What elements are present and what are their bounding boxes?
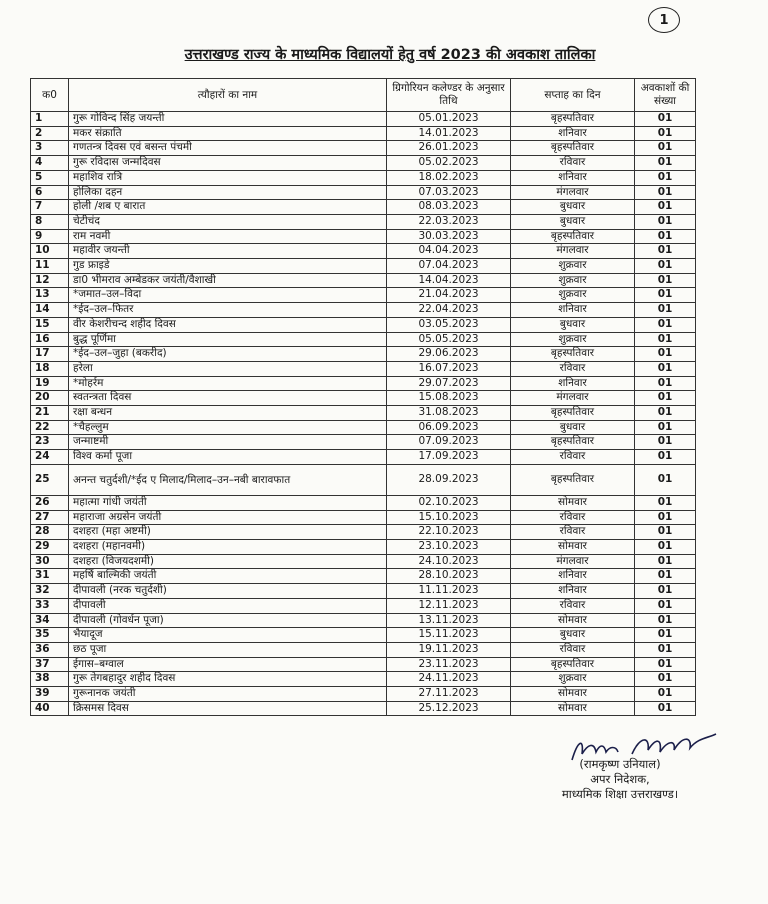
row-weekday: शनिवार: [511, 584, 635, 599]
row-date: 27.11.2023: [387, 687, 511, 702]
row-festival-name: गुरू रविदास जन्मदिवस: [69, 156, 387, 171]
row-festival-name: जन्माष्टमी: [69, 435, 387, 450]
row-festival-name: छठ पूजा: [69, 642, 387, 657]
header-day: सप्ताह का दिन: [511, 79, 635, 112]
row-sn: 34: [31, 613, 69, 628]
row-holiday-count: 01: [635, 391, 696, 406]
row-festival-name: महर्षि बाल्मिकी जयंती: [69, 569, 387, 584]
row-date: 12.11.2023: [387, 598, 511, 613]
header-sn: क0: [31, 79, 69, 112]
row-sn: 39: [31, 687, 69, 702]
row-festival-name: मकर संक्राति: [69, 126, 387, 141]
row-date: 21.04.2023: [387, 288, 511, 303]
row-holiday-count: 01: [635, 420, 696, 435]
row-festival-name: दशहरा (महा अष्टमी): [69, 525, 387, 540]
row-weekday: बृहस्पतिवार: [511, 464, 635, 495]
table-row: [31, 156, 696, 171]
row-weekday: बुधवार: [511, 200, 635, 215]
row-sn: 20: [31, 391, 69, 406]
row-holiday-count: 01: [635, 156, 696, 171]
row-date: 08.03.2023: [387, 200, 511, 215]
row-weekday: बृहस्पतिवार: [511, 406, 635, 421]
row-date: 22.10.2023: [387, 525, 511, 540]
row-sn: 9: [31, 229, 69, 244]
row-festival-name: वीर केशरीचन्द शहीद दिवस: [69, 317, 387, 332]
table-row: [31, 450, 696, 465]
row-sn: 31: [31, 569, 69, 584]
table-row: [31, 701, 696, 716]
row-weekday: रविवार: [511, 642, 635, 657]
row-date: 23.11.2023: [387, 657, 511, 672]
row-date: 26.01.2023: [387, 141, 511, 156]
row-date: 23.10.2023: [387, 539, 511, 554]
row-sn: 26: [31, 495, 69, 510]
row-date: 15.10.2023: [387, 510, 511, 525]
row-weekday: सोमवार: [511, 687, 635, 702]
row-festival-name: स्वतन्त्रता दिवस: [69, 391, 387, 406]
row-holiday-count: 01: [635, 288, 696, 303]
table-row: [31, 687, 696, 702]
row-holiday-count: 01: [635, 450, 696, 465]
row-date: 29.06.2023: [387, 347, 511, 362]
row-festival-name: हरेला: [69, 361, 387, 376]
row-weekday: शनिवार: [511, 170, 635, 185]
row-sn: 5: [31, 170, 69, 185]
row-date: 31.08.2023: [387, 406, 511, 421]
row-festival-name: होलिका दहन: [69, 185, 387, 200]
row-holiday-count: 01: [635, 273, 696, 288]
row-sn: 40: [31, 701, 69, 716]
row-festival-name: भैयादूज: [69, 628, 387, 643]
row-festival-name: महाराजा अग्रसेन जयंती: [69, 510, 387, 525]
row-date: 15.08.2023: [387, 391, 511, 406]
row-weekday: मंगलवार: [511, 244, 635, 259]
row-weekday: मंगलवार: [511, 185, 635, 200]
row-weekday: सोमवार: [511, 613, 635, 628]
table-row: [31, 672, 696, 687]
row-weekday: बुधवार: [511, 420, 635, 435]
row-festival-name: होली /शब ए बारात: [69, 200, 387, 215]
row-holiday-count: 01: [635, 229, 696, 244]
row-festival-name: गुरू तेगबहादुर शहीद दिवस: [69, 672, 387, 687]
row-weekday: सोमवार: [511, 539, 635, 554]
row-date: 25.12.2023: [387, 701, 511, 716]
row-weekday: शनिवार: [511, 376, 635, 391]
table-row: [31, 391, 696, 406]
row-holiday-count: 01: [635, 214, 696, 229]
row-weekday: बृहस्पतिवार: [511, 229, 635, 244]
row-festival-name: ईगास–बग्वाल: [69, 657, 387, 672]
row-date: 17.09.2023: [387, 450, 511, 465]
row-festival-name: *जमात–उल–विदा: [69, 288, 387, 303]
row-weekday: रविवार: [511, 156, 635, 171]
row-festival-name: दशहरा (महानवमी): [69, 539, 387, 554]
row-date: 05.01.2023: [387, 112, 511, 127]
row-sn: 22: [31, 420, 69, 435]
row-holiday-count: 01: [635, 332, 696, 347]
table-row: [31, 657, 696, 672]
table-row: [31, 613, 696, 628]
row-holiday-count: 01: [635, 406, 696, 421]
row-holiday-count: 01: [635, 303, 696, 318]
header-name: त्यौहारों का नाम: [69, 79, 387, 112]
row-weekday: रविवार: [511, 510, 635, 525]
row-festival-name: *ईद–उल–जुहा (बकरीद): [69, 347, 387, 362]
row-festival-name: गुरूनानक जयंती: [69, 687, 387, 702]
row-holiday-count: 01: [635, 464, 696, 495]
row-festival-name: दीपावली: [69, 598, 387, 613]
row-festival-name: डा0 भीमराव अम्बेडकर जयंती/वैशाखी: [69, 273, 387, 288]
row-weekday: सोमवार: [511, 701, 635, 716]
signatory-designation: अपर निदेशक,: [590, 772, 650, 786]
row-date: 22.03.2023: [387, 214, 511, 229]
row-weekday: शनिवार: [511, 126, 635, 141]
row-festival-name: महावीर जयन्ती: [69, 244, 387, 259]
row-sn: 16: [31, 332, 69, 347]
table-row: [31, 244, 696, 259]
table-row: [31, 229, 696, 244]
row-holiday-count: 01: [635, 170, 696, 185]
row-sn: 6: [31, 185, 69, 200]
row-weekday: बृहस्पतिवार: [511, 435, 635, 450]
row-festival-name: *चैहल्लुम: [69, 420, 387, 435]
row-weekday: रविवार: [511, 598, 635, 613]
row-sn: 32: [31, 584, 69, 599]
header-count: अवकाशों की संख्या: [635, 79, 696, 112]
table-row: [31, 288, 696, 303]
table-row: [31, 376, 696, 391]
row-sn: 25: [31, 464, 69, 495]
row-date: 06.09.2023: [387, 420, 511, 435]
row-weekday: बृहस्पतिवार: [511, 347, 635, 362]
table-row: [31, 510, 696, 525]
row-festival-name: रक्षा बन्धन: [69, 406, 387, 421]
row-sn: 30: [31, 554, 69, 569]
row-sn: 28: [31, 525, 69, 540]
row-holiday-count: 01: [635, 126, 696, 141]
row-sn: 14: [31, 303, 69, 318]
holiday-table: [30, 78, 696, 716]
row-date: 18.02.2023: [387, 170, 511, 185]
table-row: [31, 554, 696, 569]
row-sn: 12: [31, 273, 69, 288]
row-holiday-count: 01: [635, 672, 696, 687]
table-header-row: [31, 79, 696, 112]
row-holiday-count: 01: [635, 613, 696, 628]
row-holiday-count: 01: [635, 259, 696, 274]
row-festival-name: अनन्त चतुर्दशी/*ईद ए मिलाद/मिलाद–उन–नबी बारावफात: [69, 464, 387, 495]
row-festival-name: महाशिव रात्रि: [69, 170, 387, 185]
table-row: [31, 214, 696, 229]
row-holiday-count: 01: [635, 376, 696, 391]
row-sn: 35: [31, 628, 69, 643]
row-date: 15.11.2023: [387, 628, 511, 643]
row-sn: 7: [31, 200, 69, 215]
table-row: [31, 628, 696, 643]
row-sn: 38: [31, 672, 69, 687]
row-date: 24.11.2023: [387, 672, 511, 687]
row-festival-name: दशहरा (विजयदशमी): [69, 554, 387, 569]
row-date: 14.04.2023: [387, 273, 511, 288]
table-row: [31, 273, 696, 288]
row-holiday-count: 01: [635, 200, 696, 215]
row-festival-name: दीपावली (गोवर्धन पूजा): [69, 613, 387, 628]
row-date: 29.07.2023: [387, 376, 511, 391]
row-weekday: शनिवार: [511, 303, 635, 318]
row-sn: 21: [31, 406, 69, 421]
table-row: [31, 435, 696, 450]
row-holiday-count: 01: [635, 495, 696, 510]
table-body: [31, 112, 696, 716]
row-weekday: बुधवार: [511, 317, 635, 332]
row-holiday-count: 01: [635, 687, 696, 702]
row-date: 07.04.2023: [387, 259, 511, 274]
row-holiday-count: 01: [635, 141, 696, 156]
table-row: [31, 112, 696, 127]
row-festival-name: राम नवमी: [69, 229, 387, 244]
row-date: 04.04.2023: [387, 244, 511, 259]
row-holiday-count: 01: [635, 539, 696, 554]
row-sn: 15: [31, 317, 69, 332]
row-weekday: बुधवार: [511, 214, 635, 229]
row-sn: 27: [31, 510, 69, 525]
table-row: [31, 569, 696, 584]
row-weekday: बृहस्पतिवार: [511, 657, 635, 672]
row-holiday-count: 01: [635, 657, 696, 672]
table-row: [31, 584, 696, 599]
table-row: [31, 495, 696, 510]
row-date: 16.07.2023: [387, 361, 511, 376]
table-row: [31, 347, 696, 362]
row-holiday-count: 01: [635, 598, 696, 613]
row-sn: 2: [31, 126, 69, 141]
row-holiday-count: 01: [635, 642, 696, 657]
table-row: [31, 141, 696, 156]
row-date: 13.11.2023: [387, 613, 511, 628]
row-sn: 17: [31, 347, 69, 362]
table-row: [31, 642, 696, 657]
table-row: [31, 525, 696, 540]
row-weekday: शुक्रवार: [511, 259, 635, 274]
row-festival-name: चेटीचंद: [69, 214, 387, 229]
row-date: 05.05.2023: [387, 332, 511, 347]
row-sn: 37: [31, 657, 69, 672]
row-date: 02.10.2023: [387, 495, 511, 510]
row-festival-name: *मोहर्रम: [69, 376, 387, 391]
row-festival-name: गुरू गोविन्द सिंह जयन्ती: [69, 112, 387, 127]
row-weekday: सोमवार: [511, 495, 635, 510]
row-date: 22.04.2023: [387, 303, 511, 318]
row-date: 24.10.2023: [387, 554, 511, 569]
table-row: [31, 332, 696, 347]
row-sn: 3: [31, 141, 69, 156]
header-date: ग्रिगोरियन कलेण्डर के अनुसार तिथि: [387, 79, 511, 112]
row-date: 11.11.2023: [387, 584, 511, 599]
row-holiday-count: 01: [635, 435, 696, 450]
row-weekday: रविवार: [511, 450, 635, 465]
row-festival-name: गुड फ्राइडे: [69, 259, 387, 274]
table-row: [31, 361, 696, 376]
table-row: [31, 317, 696, 332]
row-sn: 11: [31, 259, 69, 274]
row-weekday: शुक्रवार: [511, 672, 635, 687]
row-weekday: शुक्रवार: [511, 273, 635, 288]
signatory-name: (रामकृष्ण उनियाल): [579, 757, 661, 771]
table-row: [31, 126, 696, 141]
row-weekday: रविवार: [511, 361, 635, 376]
row-holiday-count: 01: [635, 112, 696, 127]
row-holiday-count: 01: [635, 347, 696, 362]
row-date: 14.01.2023: [387, 126, 511, 141]
row-weekday: शनिवार: [511, 569, 635, 584]
row-sn: 19: [31, 376, 69, 391]
table-row: [31, 464, 696, 495]
row-holiday-count: 01: [635, 244, 696, 259]
row-date: 30.03.2023: [387, 229, 511, 244]
signature-block: [520, 757, 720, 802]
table-row: [31, 539, 696, 554]
row-holiday-count: 01: [635, 584, 696, 599]
row-date: 05.02.2023: [387, 156, 511, 171]
row-sn: 33: [31, 598, 69, 613]
row-sn: 24: [31, 450, 69, 465]
table-row: [31, 200, 696, 215]
row-sn: 8: [31, 214, 69, 229]
row-weekday: बुधवार: [511, 628, 635, 643]
table-row: [31, 185, 696, 200]
row-holiday-count: 01: [635, 525, 696, 540]
row-sn: 36: [31, 642, 69, 657]
row-weekday: मंगलवार: [511, 391, 635, 406]
row-date: 07.03.2023: [387, 185, 511, 200]
row-sn: 4: [31, 156, 69, 171]
table-row: [31, 420, 696, 435]
row-holiday-count: 01: [635, 569, 696, 584]
row-holiday-count: 01: [635, 317, 696, 332]
page-number: 1: [648, 7, 680, 33]
row-festival-name: गणतन्त्र दिवस एवं बसन्त पंचमी: [69, 141, 387, 156]
row-sn: 18: [31, 361, 69, 376]
table-row: [31, 170, 696, 185]
row-weekday: शुक्रवार: [511, 288, 635, 303]
table-row: [31, 598, 696, 613]
row-festival-name: महात्मा गांधी जयंती: [69, 495, 387, 510]
row-festival-name: *ईद–उल–फितर: [69, 303, 387, 318]
row-date: 03.05.2023: [387, 317, 511, 332]
row-festival-name: क्रिसमस दिवस: [69, 701, 387, 716]
table-row: [31, 259, 696, 274]
row-holiday-count: 01: [635, 628, 696, 643]
row-date: 28.10.2023: [387, 569, 511, 584]
row-holiday-count: 01: [635, 554, 696, 569]
row-weekday: बृहस्पतिवार: [511, 112, 635, 127]
row-holiday-count: 01: [635, 701, 696, 716]
row-weekday: रविवार: [511, 525, 635, 540]
row-holiday-count: 01: [635, 510, 696, 525]
row-sn: 23: [31, 435, 69, 450]
table-row: [31, 406, 696, 421]
page-title: उत्तराखण्ड राज्य के माध्यमिक विद्यालयों हेतु वर्ष 2023 की अवकाश तालिका: [184, 47, 596, 63]
row-festival-name: विश्व कर्मा पूजा: [69, 450, 387, 465]
row-weekday: मंगलवार: [511, 554, 635, 569]
row-festival-name: दीपावली (नरक चतुर्दशी): [69, 584, 387, 599]
row-date: 07.09.2023: [387, 435, 511, 450]
row-holiday-count: 01: [635, 185, 696, 200]
row-holiday-count: 01: [635, 361, 696, 376]
row-sn: 29: [31, 539, 69, 554]
row-date: 28.09.2023: [387, 464, 511, 495]
table-row: [31, 303, 696, 318]
row-date: 19.11.2023: [387, 642, 511, 657]
row-sn: 13: [31, 288, 69, 303]
row-weekday: बृहस्पतिवार: [511, 141, 635, 156]
row-sn: 10: [31, 244, 69, 259]
row-sn: 1: [31, 112, 69, 127]
row-weekday: शुक्रवार: [511, 332, 635, 347]
row-festival-name: बुद्ध पूर्णिमा: [69, 332, 387, 347]
signatory-department: माध्यमिक शिक्षा उत्तराखण्ड।: [561, 787, 679, 801]
